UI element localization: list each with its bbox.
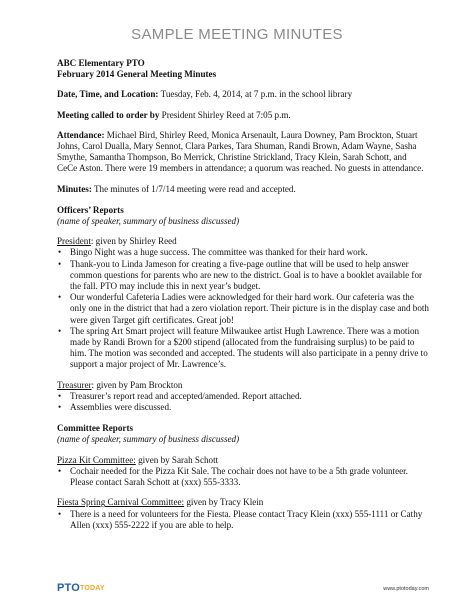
attendance-label: Attendance: [57, 129, 105, 140]
date-label: Date, Time, and Location: [57, 89, 159, 100]
list-item: • Assemblies were discussed. [57, 402, 429, 413]
logo-pto-text: PTO [57, 582, 81, 594]
list-item: • Cochair needed for the Pizza Kit Sale. The cochair does not have to be a 5th grade volunteer. Please contact Sarah Schott at (xxx) 555-3333. [57, 466, 429, 488]
minutes-line [57, 184, 429, 195]
treasurer-label: Treasurer [57, 379, 92, 390]
fiesta-speaker: given by Tracy Klein [184, 497, 264, 508]
minutes-label: Minutes: [57, 183, 92, 194]
list-item: • Our wonderful Cafeteria Ladies were acknowledged for their hard work. Our cafeteria was the only one in the district that had a zero violation report. Their picture is in the display case and both were given Target gift certificates. Great job! [57, 292, 429, 326]
president-label: President [57, 236, 91, 247]
footer-url: www.ptotoday.com [383, 586, 429, 592]
pizza-line [57, 455, 429, 466]
fiesta-line [57, 497, 429, 508]
meeting-title: February 2014 General Meeting Minutes [57, 69, 217, 80]
officers-heading: Officers’ Reports [57, 204, 124, 215]
attendance-value: Michael Bird, Shirley Reed, Monica Arsenault, Laura Downey, Pam Brockton, Stuart Johns, Carol Dualla, Mary Sennot, Clara Parkes, Tara Shuman, Randi Brown, Adam Wayne, Sasha Smythe, Samantha Thompson, Bo Merrick, Christine Strickland, Tracy Klein, Sarah Schott, and CeCe Aston. There were 19 members in attendance; a quorum was reached. No guests in attendance. [57, 129, 424, 174]
date-line [57, 89, 429, 100]
minutes-value: The minutes of 1/7/14 meeting were read and accepted. [91, 183, 296, 194]
logo-today-text: TODAY [80, 585, 105, 592]
officers-subheading: (name of speaker, summary of business discussed) [57, 216, 240, 227]
list-item: • Thank-you to Linda Jameson for creating a five-page outline that will be used to help answer common questions for parents who are new to the district. Goal is to have a booklet available for the fall. PTO may include this in next year’s budget. [57, 259, 429, 293]
president-list [57, 247, 429, 370]
called-line [57, 110, 429, 121]
list-item: • There is a need for volunteers for the Fiesta. Please contact Tracy Klein (xxx) 555-1111 or Cathy Allen (xxx) 555-2222 if you are able to help. [57, 509, 429, 531]
treasurer-line [57, 380, 429, 391]
treasurer-speaker: : given by Pam Brockton [91, 379, 183, 390]
list-item: • The spring Art Smart project will feature Milwaukee artist Hugh Lawrence. There was a motion made by Randi Brown for a $200 stipend (allocated from the fundraising surplus) to be paid to him. The motion was seconded and accepted. The students will also participate in a penny drive to support a major project of Mr. Lawrence’s. [57, 326, 429, 371]
called-value: President Shirley Reed at 7:05 p.m. [159, 109, 291, 120]
pizza-label: Pizza Kit Committee: [57, 454, 136, 465]
called-label: Meeting called to order by [57, 109, 160, 120]
attendance-paragraph [57, 130, 429, 175]
fiesta-list [57, 509, 429, 531]
pizza-speaker: given by Sarah Schott [135, 454, 219, 465]
pizza-list [57, 466, 429, 488]
treasurer-list [57, 391, 429, 413]
committee-subheading: (name of speaker, summary of business discussed) [57, 434, 240, 445]
fiesta-label: Fiesta Spring Carnival Committee: [57, 497, 185, 508]
committee-heading: Committee Reports [57, 423, 134, 434]
president-speaker: : given by Shirley Reed [90, 236, 177, 247]
list-item: • Treasurer’s report read and accepted/amended. Report attached. [57, 391, 429, 402]
pto-today-logo [57, 582, 105, 594]
list-item: • Bingo Night was a huge success. The committee was thanked for their hard work. [57, 247, 429, 258]
date-value: Tuesday, Feb. 4, 2014, at 7 p.m. in the school library [158, 89, 353, 100]
org-name: ABC Elementary PTO [57, 58, 145, 68]
banner-title: SAMPLE MEETING MINUTES [131, 26, 343, 43]
minutes-content [57, 58, 429, 531]
president-line [57, 236, 429, 247]
